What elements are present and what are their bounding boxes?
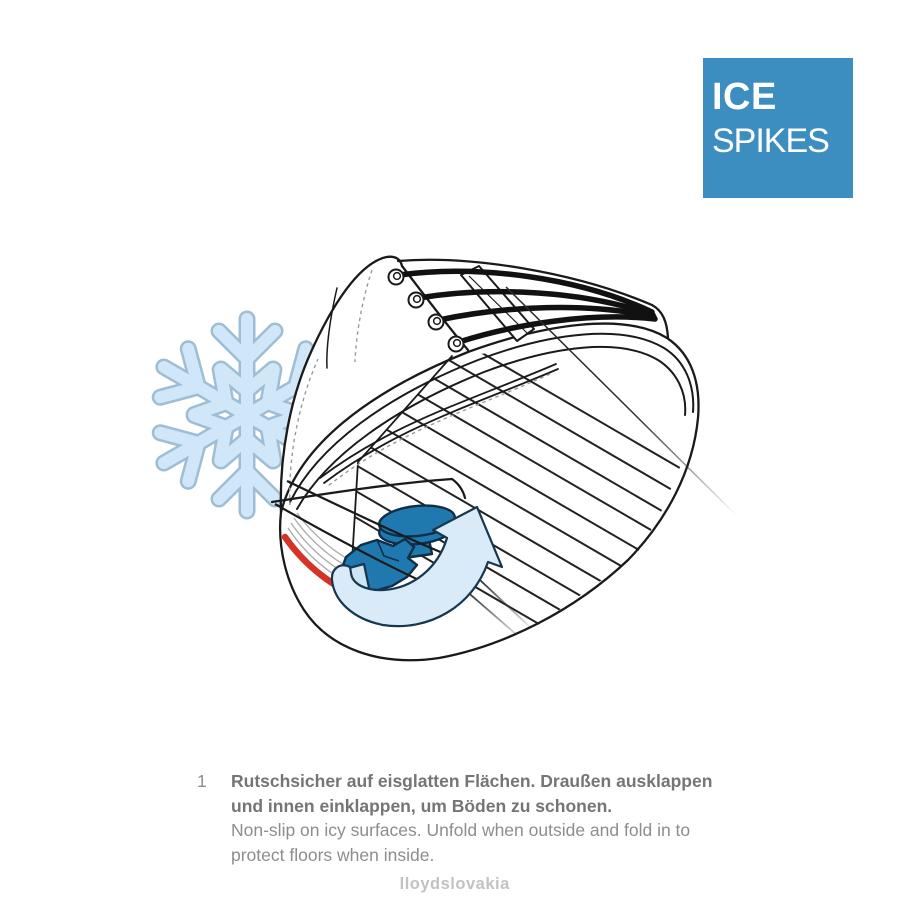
snowflake-center [237,405,257,425]
eyelet [449,337,464,352]
eyelet [409,293,424,308]
badge-line-ice: ICE [712,76,777,118]
instruction-text [231,769,741,867]
step-number: 1 [197,771,207,791]
instruction-en-line2: protect floors when inside. [231,844,435,865]
eyelet [389,270,404,285]
watermark: lloydslovakia [399,875,510,893]
instruction-de-line2: und innen einklappen, um Böden zu schonen. [231,795,613,816]
eyelet [429,315,444,330]
badge-line-spikes: SPIKES [712,122,829,160]
instruction-de-line1: Rutschsicher auf eisglatten Flächen. Draußen ausklappen [231,771,713,791]
instruction-caption [197,769,741,867]
instruction-en-line1: Non-slip on icy surfaces. Unfold when outside and fold in to [231,820,691,840]
